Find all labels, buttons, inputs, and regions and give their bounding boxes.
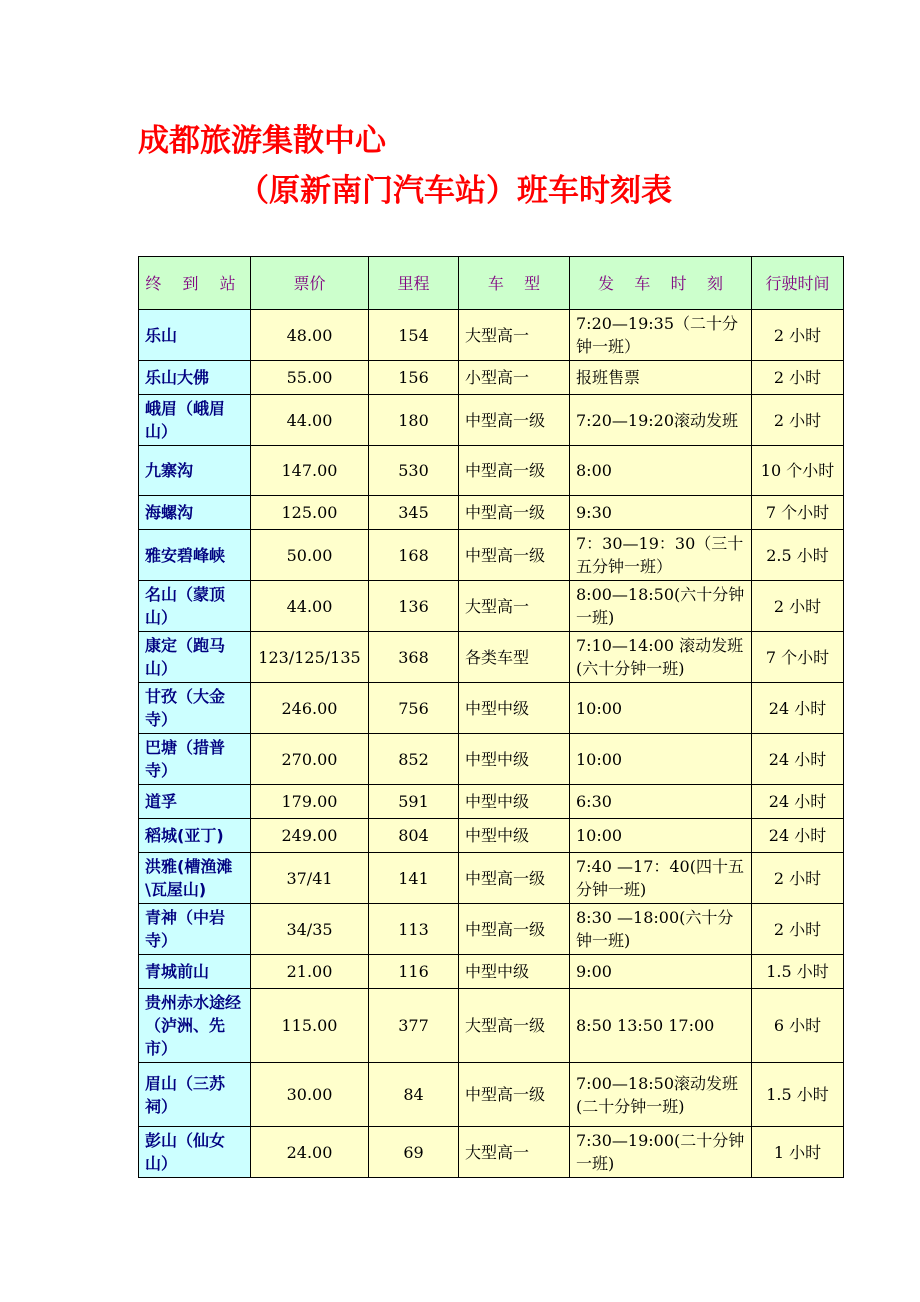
duration-cell: 2 小时 (752, 581, 844, 632)
distance-cell: 116 (369, 955, 459, 989)
header-price: 票价 (251, 257, 369, 310)
price-cell: 24.00 (251, 1127, 369, 1178)
table-row (139, 581, 844, 632)
price-cell: 249.00 (251, 819, 369, 853)
duration-cell: 24 小时 (752, 819, 844, 853)
departure-cell: 9:30 (570, 496, 752, 530)
price-cell: 34/35 (251, 904, 369, 955)
distance-cell: 154 (369, 310, 459, 361)
table-row (139, 683, 844, 734)
price-cell: 37/41 (251, 853, 369, 904)
duration-cell: 1.5 小时 (752, 1063, 844, 1127)
duration-cell: 24 小时 (752, 683, 844, 734)
bus-type-cell: 中型中级 (459, 683, 570, 734)
price-cell: 30.00 (251, 1063, 369, 1127)
bus-type-cell: 中型高一级 (459, 853, 570, 904)
duration-cell: 24 小时 (752, 785, 844, 819)
destination-cell: 甘孜（大金寺） (139, 683, 251, 734)
price-cell: 44.00 (251, 581, 369, 632)
departure-cell: 8:50 13:50 17:00 (570, 989, 752, 1063)
destination-cell: 青城前山 (139, 955, 251, 989)
duration-cell: 1.5 小时 (752, 955, 844, 989)
duration-cell: 1 小时 (752, 1127, 844, 1178)
bus-type-cell: 中型中级 (459, 955, 570, 989)
table-row (139, 1063, 844, 1127)
distance-cell: 368 (369, 632, 459, 683)
price-cell: 246.00 (251, 683, 369, 734)
table-row (139, 853, 844, 904)
table-row (139, 989, 844, 1063)
destination-cell: 乐山 (139, 310, 251, 361)
table-row (139, 904, 844, 955)
price-cell: 123/125/135 (251, 632, 369, 683)
departure-cell: 7:20—19:35（二十分钟一班） (570, 310, 752, 361)
distance-cell: 756 (369, 683, 459, 734)
header-row (139, 257, 844, 310)
bus-type-cell: 大型高一 (459, 581, 570, 632)
departure-cell: 6:30 (570, 785, 752, 819)
destination-cell: 康定（跑马山） (139, 632, 251, 683)
page-subtitle: （原新南门汽车站）班车时刻表 (238, 173, 672, 209)
bus-type-cell: 大型高一 (459, 1127, 570, 1178)
table-row (139, 496, 844, 530)
departure-cell: 8:30 —18:00(六十分钟一班) (570, 904, 752, 955)
header-departure: 发 车 时 刻 (570, 257, 752, 310)
destination-cell: 洪雅(槽渔滩\瓦屋山) (139, 853, 251, 904)
destination-cell: 海螺沟 (139, 496, 251, 530)
departure-cell: 7：30—19：30（三十五分钟一班） (570, 530, 752, 581)
price-cell: 270.00 (251, 734, 369, 785)
price-cell: 44.00 (251, 395, 369, 446)
header-distance: 里程 (369, 257, 459, 310)
destination-cell: 峨眉（峨眉山） (139, 395, 251, 446)
table-row (139, 632, 844, 683)
destination-cell: 巴塘（措普寺） (139, 734, 251, 785)
duration-cell: 6 小时 (752, 989, 844, 1063)
bus-type-cell: 中型高一级 (459, 446, 570, 496)
distance-cell: 141 (369, 853, 459, 904)
departure-cell: 10:00 (570, 734, 752, 785)
destination-cell: 稻城(亚丁) (139, 819, 251, 853)
departure-cell: 8:00—18:50(六十分钟一班) (570, 581, 752, 632)
duration-cell: 2 小时 (752, 853, 844, 904)
bus-type-cell: 中型高一级 (459, 1063, 570, 1127)
distance-cell: 113 (369, 904, 459, 955)
page-title: 成都旅游集散中心 (138, 123, 386, 159)
destination-cell: 彭山（仙女山） (139, 1127, 251, 1178)
header-duration: 行驶时间 (752, 257, 844, 310)
departure-cell: 10:00 (570, 819, 752, 853)
destination-cell: 九寨沟 (139, 446, 251, 496)
duration-cell: 2 小时 (752, 310, 844, 361)
distance-cell: 591 (369, 785, 459, 819)
destination-cell: 道孚 (139, 785, 251, 819)
price-cell: 48.00 (251, 310, 369, 361)
bus-type-cell: 大型高一 (459, 310, 570, 361)
destination-cell: 名山（蒙顶山） (139, 581, 251, 632)
price-cell: 50.00 (251, 530, 369, 581)
distance-cell: 852 (369, 734, 459, 785)
table-row (139, 734, 844, 785)
bus-type-cell: 中型高一级 (459, 496, 570, 530)
departure-cell: 7:20—19:20滚动发班 (570, 395, 752, 446)
header-bus-type: 车 型 (459, 257, 570, 310)
duration-cell: 10 个小时 (752, 446, 844, 496)
destination-cell: 乐山大佛 (139, 361, 251, 395)
duration-cell: 2.5 小时 (752, 530, 844, 581)
destination-cell: 眉山（三苏祠） (139, 1063, 251, 1127)
bus-type-cell: 小型高一 (459, 361, 570, 395)
distance-cell: 180 (369, 395, 459, 446)
bus-type-cell: 大型高一级 (459, 989, 570, 1063)
price-cell: 125.00 (251, 496, 369, 530)
distance-cell: 168 (369, 530, 459, 581)
header-destination: 终 到 站 (139, 257, 251, 310)
bus-type-cell: 中型中级 (459, 785, 570, 819)
distance-cell: 156 (369, 361, 459, 395)
distance-cell: 84 (369, 1063, 459, 1127)
price-cell: 55.00 (251, 361, 369, 395)
distance-cell: 136 (369, 581, 459, 632)
distance-cell: 345 (369, 496, 459, 530)
departure-cell: 报班售票 (570, 361, 752, 395)
table-row (139, 1127, 844, 1178)
departure-cell: 7:10—14:00 滚动发班(六十分钟一班) (570, 632, 752, 683)
departure-cell: 10:00 (570, 683, 752, 734)
table-row (139, 446, 844, 496)
distance-cell: 69 (369, 1127, 459, 1178)
departure-cell: 7:40 —17：40(四十五分钟一班) (570, 853, 752, 904)
departure-cell: 9:00 (570, 955, 752, 989)
bus-type-cell: 中型高一级 (459, 904, 570, 955)
duration-cell: 2 小时 (752, 395, 844, 446)
bus-type-cell: 中型中级 (459, 819, 570, 853)
table-row (139, 955, 844, 989)
table-row (139, 819, 844, 853)
table-row (139, 310, 844, 361)
destination-cell: 雅安碧峰峡 (139, 530, 251, 581)
departure-cell: 7:00—18:50滚动发班(二十分钟一班) (570, 1063, 752, 1127)
bus-type-cell: 各类车型 (459, 632, 570, 683)
price-cell: 115.00 (251, 989, 369, 1063)
price-cell: 179.00 (251, 785, 369, 819)
bus-type-cell: 中型高一级 (459, 395, 570, 446)
destination-cell: 青神（中岩寺） (139, 904, 251, 955)
departure-cell: 7:30—19:00(二十分钟一班) (570, 1127, 752, 1178)
table-row (139, 530, 844, 581)
distance-cell: 530 (369, 446, 459, 496)
distance-cell: 804 (369, 819, 459, 853)
duration-cell: 2 小时 (752, 904, 844, 955)
bus-type-cell: 中型中级 (459, 734, 570, 785)
duration-cell: 7 个小时 (752, 496, 844, 530)
departure-cell: 8:00 (570, 446, 752, 496)
table-row (139, 395, 844, 446)
bus-type-cell: 中型高一级 (459, 530, 570, 581)
duration-cell: 2 小时 (752, 361, 844, 395)
duration-cell: 7 个小时 (752, 632, 844, 683)
destination-cell: 贵州赤水途经（泸洲、先市） (139, 989, 251, 1063)
distance-cell: 377 (369, 989, 459, 1063)
price-cell: 147.00 (251, 446, 369, 496)
table-row (139, 785, 844, 819)
duration-cell: 24 小时 (752, 734, 844, 785)
price-cell: 21.00 (251, 955, 369, 989)
table-row (139, 361, 844, 395)
timetable (138, 256, 844, 1178)
